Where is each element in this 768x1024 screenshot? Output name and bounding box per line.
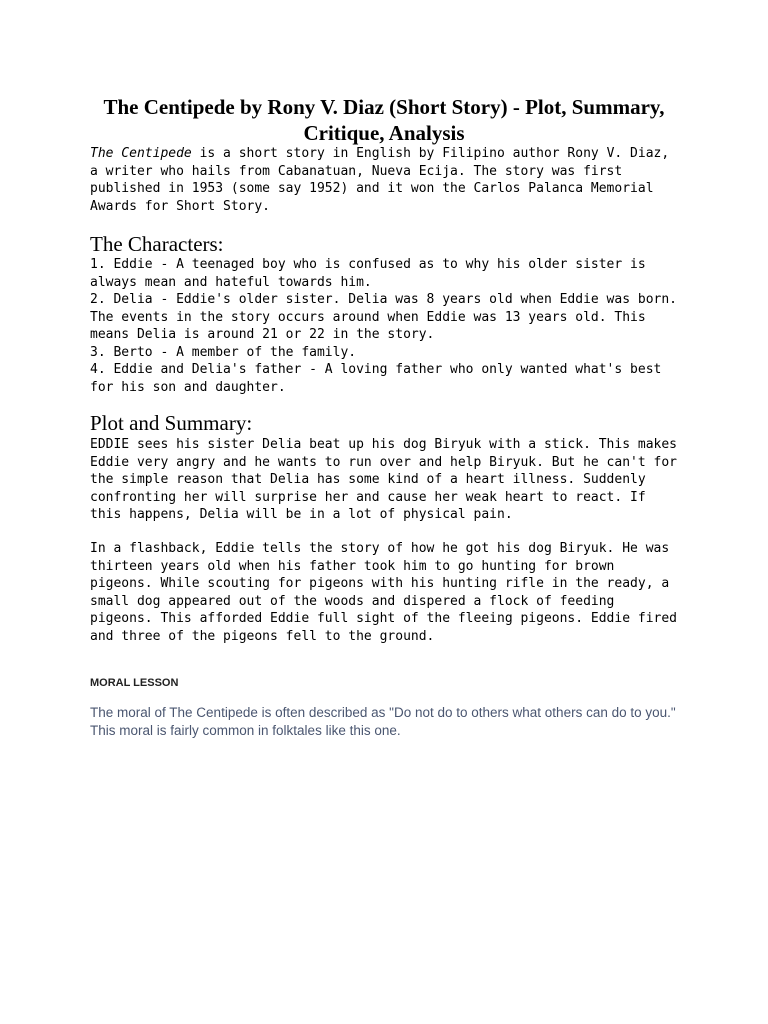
character-item-berto: 3. Berto - A member of the family. (90, 344, 357, 360)
intro-paragraph (90, 145, 680, 215)
moral-paragraph: The moral of The Centipede is often described as "Do not do to others what others can do to you." This moral is fairly common in folktales like this one. (90, 705, 676, 738)
moral-heading: MORAL LESSON (90, 677, 179, 689)
characters-list (90, 256, 680, 396)
plot-heading: Plot and Summary: (90, 411, 253, 435)
intro-text: is a short story in English by Filipino author Rony V. Diaz, a writer who hails from Cabanatuan, Nueva Ecija. The story was first published in 1953 (some say 1952) and it won the Carlos Palanca Memorial Awards for Short Story. (90, 146, 670, 214)
character-item-delia: 2. Delia - Eddie's older sister. Delia was 8 years old when Eddie was born. The events in the story occurs around when Eddie was 13 years old. This means Delia is around 21 or 22 in the story. (90, 292, 677, 342)
character-item-eddie: 1. Eddie - A teenaged boy who is confused as to why his older sister is always mean and hateful towards him. (90, 257, 646, 290)
characters-heading: The Characters: (90, 232, 224, 256)
story-title-italic: The Centipede (90, 146, 192, 161)
document-title: The Centipede by Rony V. Diaz (Short Story) - Plot, Summary, Critique, Analysis (103, 95, 665, 145)
character-item-father: 4. Eddie and Delia's father - A loving father who only wanted what's best for his son and daughter. (90, 362, 662, 395)
plot-paragraph-2: In a flashback, Eddie tells the story of how he got his dog Biryuk. He was thirteen years old when his father took him to go hunting for brown pigeons. While scouting for pigeons with his hunting rifle in the ready, a small dog appeared out of the woods and dispered a flock of feeding pigeons. This afforded Eddie full sight of the fleeing pigeons. Eddie fired and three of the pigeons fell to the ground. (90, 541, 677, 644)
plot-paragraph-1: EDDIE sees his sister Delia beat up his dog Biryuk with a stick. This makes Eddie very angry and he wants to run over and help Biryuk. But he can't for the simple reason that Delia has some kind of a heart illness. Suddenly confronting her will surprise her and cause her weak heart to react. If this happens, Delia will be in a lot of physical pain. (90, 437, 677, 522)
